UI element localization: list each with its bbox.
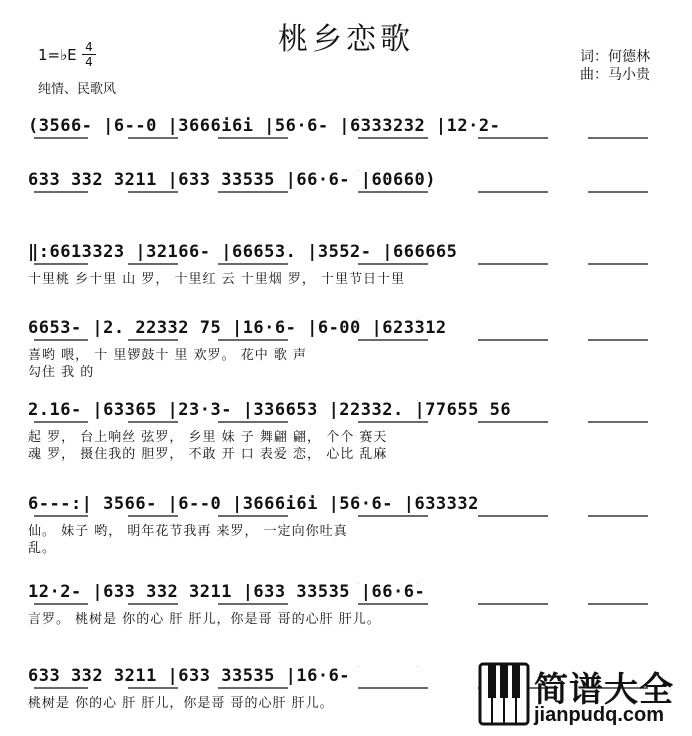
notation-line: (3566- |6--0 |3666i6i |56·6- |6333232 |12·2- [28, 116, 501, 136]
style-label: 纯情、民歌风 [38, 82, 117, 97]
watermark-brand: 简谱大全 [534, 670, 674, 710]
notation-line: ‖:6613323 |32166- |66653. |3552- |666665 [28, 242, 458, 262]
time-signature-bottom: 4 [82, 54, 96, 69]
lyric-line: 魂 罗， 摄住我的 胆罗， 不敢 开 口 表爱 恋， 心比 乱麻 [28, 447, 388, 462]
notation-line: 6---:| 3566- |6--0 |3666i6i |56·6- |633332 [28, 494, 479, 514]
lyric-line: 喜哟 喂， 十 里锣鼓十 里 欢罗。 花中 歌 声 [28, 348, 308, 363]
time-signature [82, 40, 96, 69]
notation-line: 633 332 3211 |633 33535 |66·6- |60660) [28, 170, 436, 190]
watermark-logo [478, 656, 692, 736]
notation-line: 6653- |2. 22332 75 |16·6- |6-00 |623312 [28, 318, 447, 338]
notation-line: 633 332 3211 |633 33535 |16·6- [28, 666, 351, 686]
piano-keys-icon [478, 656, 532, 728]
lyricist-credit: 词：何德林 [580, 49, 650, 65]
notation-line: 12·2- |633 332 3211 |633 33535 |66·6- [28, 582, 426, 602]
watermark-domain: jianpudq.com [534, 704, 664, 726]
lyric-line: 起 罗， 台上响丝 弦罗， 乡里 妹 子 舞翩 翩， 个个 赛天 [28, 430, 388, 445]
lyric-line: 十里桃 乡十里 山 罗， 十里红 云 十里烟 罗， 十里节日十里 [28, 272, 406, 287]
lyric-line: 仙。 妹子 哟， 明年花节我再 来罗， 一定向你吐真 [28, 524, 348, 539]
composer-credit: 曲：马小贵 [580, 67, 650, 83]
song-title: 桃乡恋歌 [278, 22, 414, 57]
lyric-line: 乱。 [28, 541, 57, 556]
lyric-line: 桃树是 你的心 肝 肝儿，你是哥 哥的心肝 肝儿。 [28, 696, 334, 711]
lyric-line: 言罗。 桃树是 你的心 肝 肝儿，你是哥 哥的心肝 肝儿。 [28, 612, 381, 627]
key-signature: 1=♭E [38, 46, 77, 64]
lyric-line: 勾住 我 的 [28, 365, 95, 380]
time-signature-top: 4 [85, 40, 93, 54]
notation-line: 2.16- |63365 |23·3- |336653 |22332. |77655 56 [28, 400, 512, 420]
